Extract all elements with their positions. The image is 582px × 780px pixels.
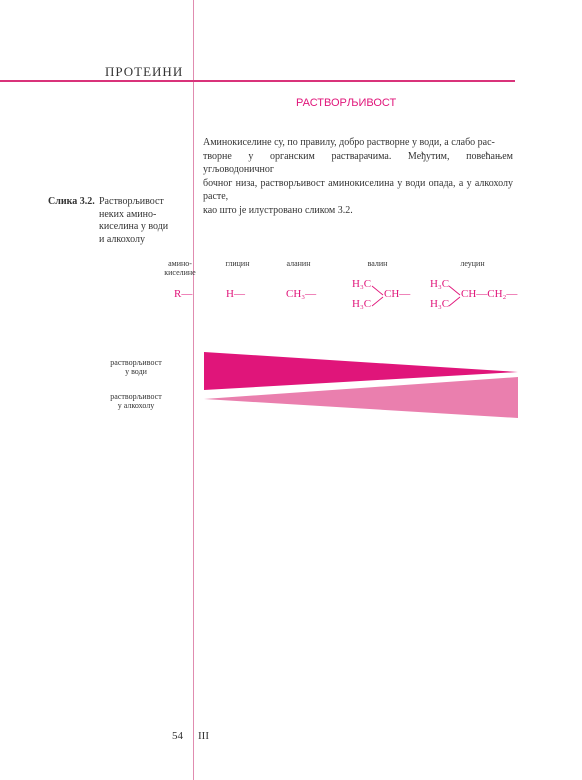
leucine-chain: CH—CH₂— [461, 288, 518, 300]
label-line: у води [125, 367, 147, 376]
side-chain-r: R— [174, 288, 193, 300]
valine-methyl-bottom: H₃C [352, 298, 372, 310]
page-number: 54 [172, 730, 183, 742]
running-header: ПРОТЕИНИ [105, 64, 184, 79]
column-label-valine: валин [367, 259, 388, 268]
caption-line: киселина у води [99, 221, 169, 232]
section-title: РАСТВОРЉИВОСТ [296, 97, 397, 109]
body-paragraph [203, 136, 513, 217]
column-label-glycine: глицин [225, 259, 250, 268]
column-label-amino-acids [155, 259, 205, 277]
leucine-methyl-bottom: H₃C [430, 298, 450, 310]
caption-line: неких амино- [99, 208, 157, 220]
valine-bonds [371, 283, 385, 309]
figure-caption [99, 196, 179, 246]
side-chain-alanine: CH₃— [286, 288, 317, 300]
caption-line: Растворљивост [99, 196, 164, 207]
leucine-methyl-top: H₃C [430, 278, 450, 290]
paragraph-line: као што је илустровано сликом 3.2. [203, 204, 353, 216]
label-line: у алкохолу [117, 401, 155, 410]
column-label-alanine: аланин [286, 259, 311, 268]
alcohol-solubility-label [100, 392, 172, 410]
solubility-wedges [200, 348, 522, 422]
leucine-bonds [448, 283, 462, 309]
valine-methyl-top: H₃C [352, 278, 372, 290]
figure-label: Слика 3.2. [48, 196, 95, 207]
label-line: растворљивост [110, 392, 162, 401]
caption-line: и алкохолу [99, 233, 145, 245]
water-solubility-label [100, 358, 172, 376]
header-rule [0, 80, 515, 82]
paragraph-line: творне у органским растварачима. Међутим, повећањем угљоводоничног [203, 150, 513, 175]
column-label-line: киселине [164, 268, 196, 277]
valine-ch: CH— [384, 288, 411, 300]
label-line: растворљивост [110, 358, 162, 367]
column-label-line: амино- [168, 259, 192, 268]
chapter-number: III [198, 730, 209, 742]
paragraph-line: бочног низа, растворљивост аминокиселина у води опада, а у алкохолу расте, [203, 177, 513, 202]
side-chain-glycine: H— [226, 288, 245, 300]
margin-rule-vertical [193, 0, 194, 780]
column-label-leucine: леуцин [460, 259, 485, 268]
paragraph-line: Аминокиселине су, по правилу, добро растворне у води, а слабо рас- [203, 137, 495, 148]
